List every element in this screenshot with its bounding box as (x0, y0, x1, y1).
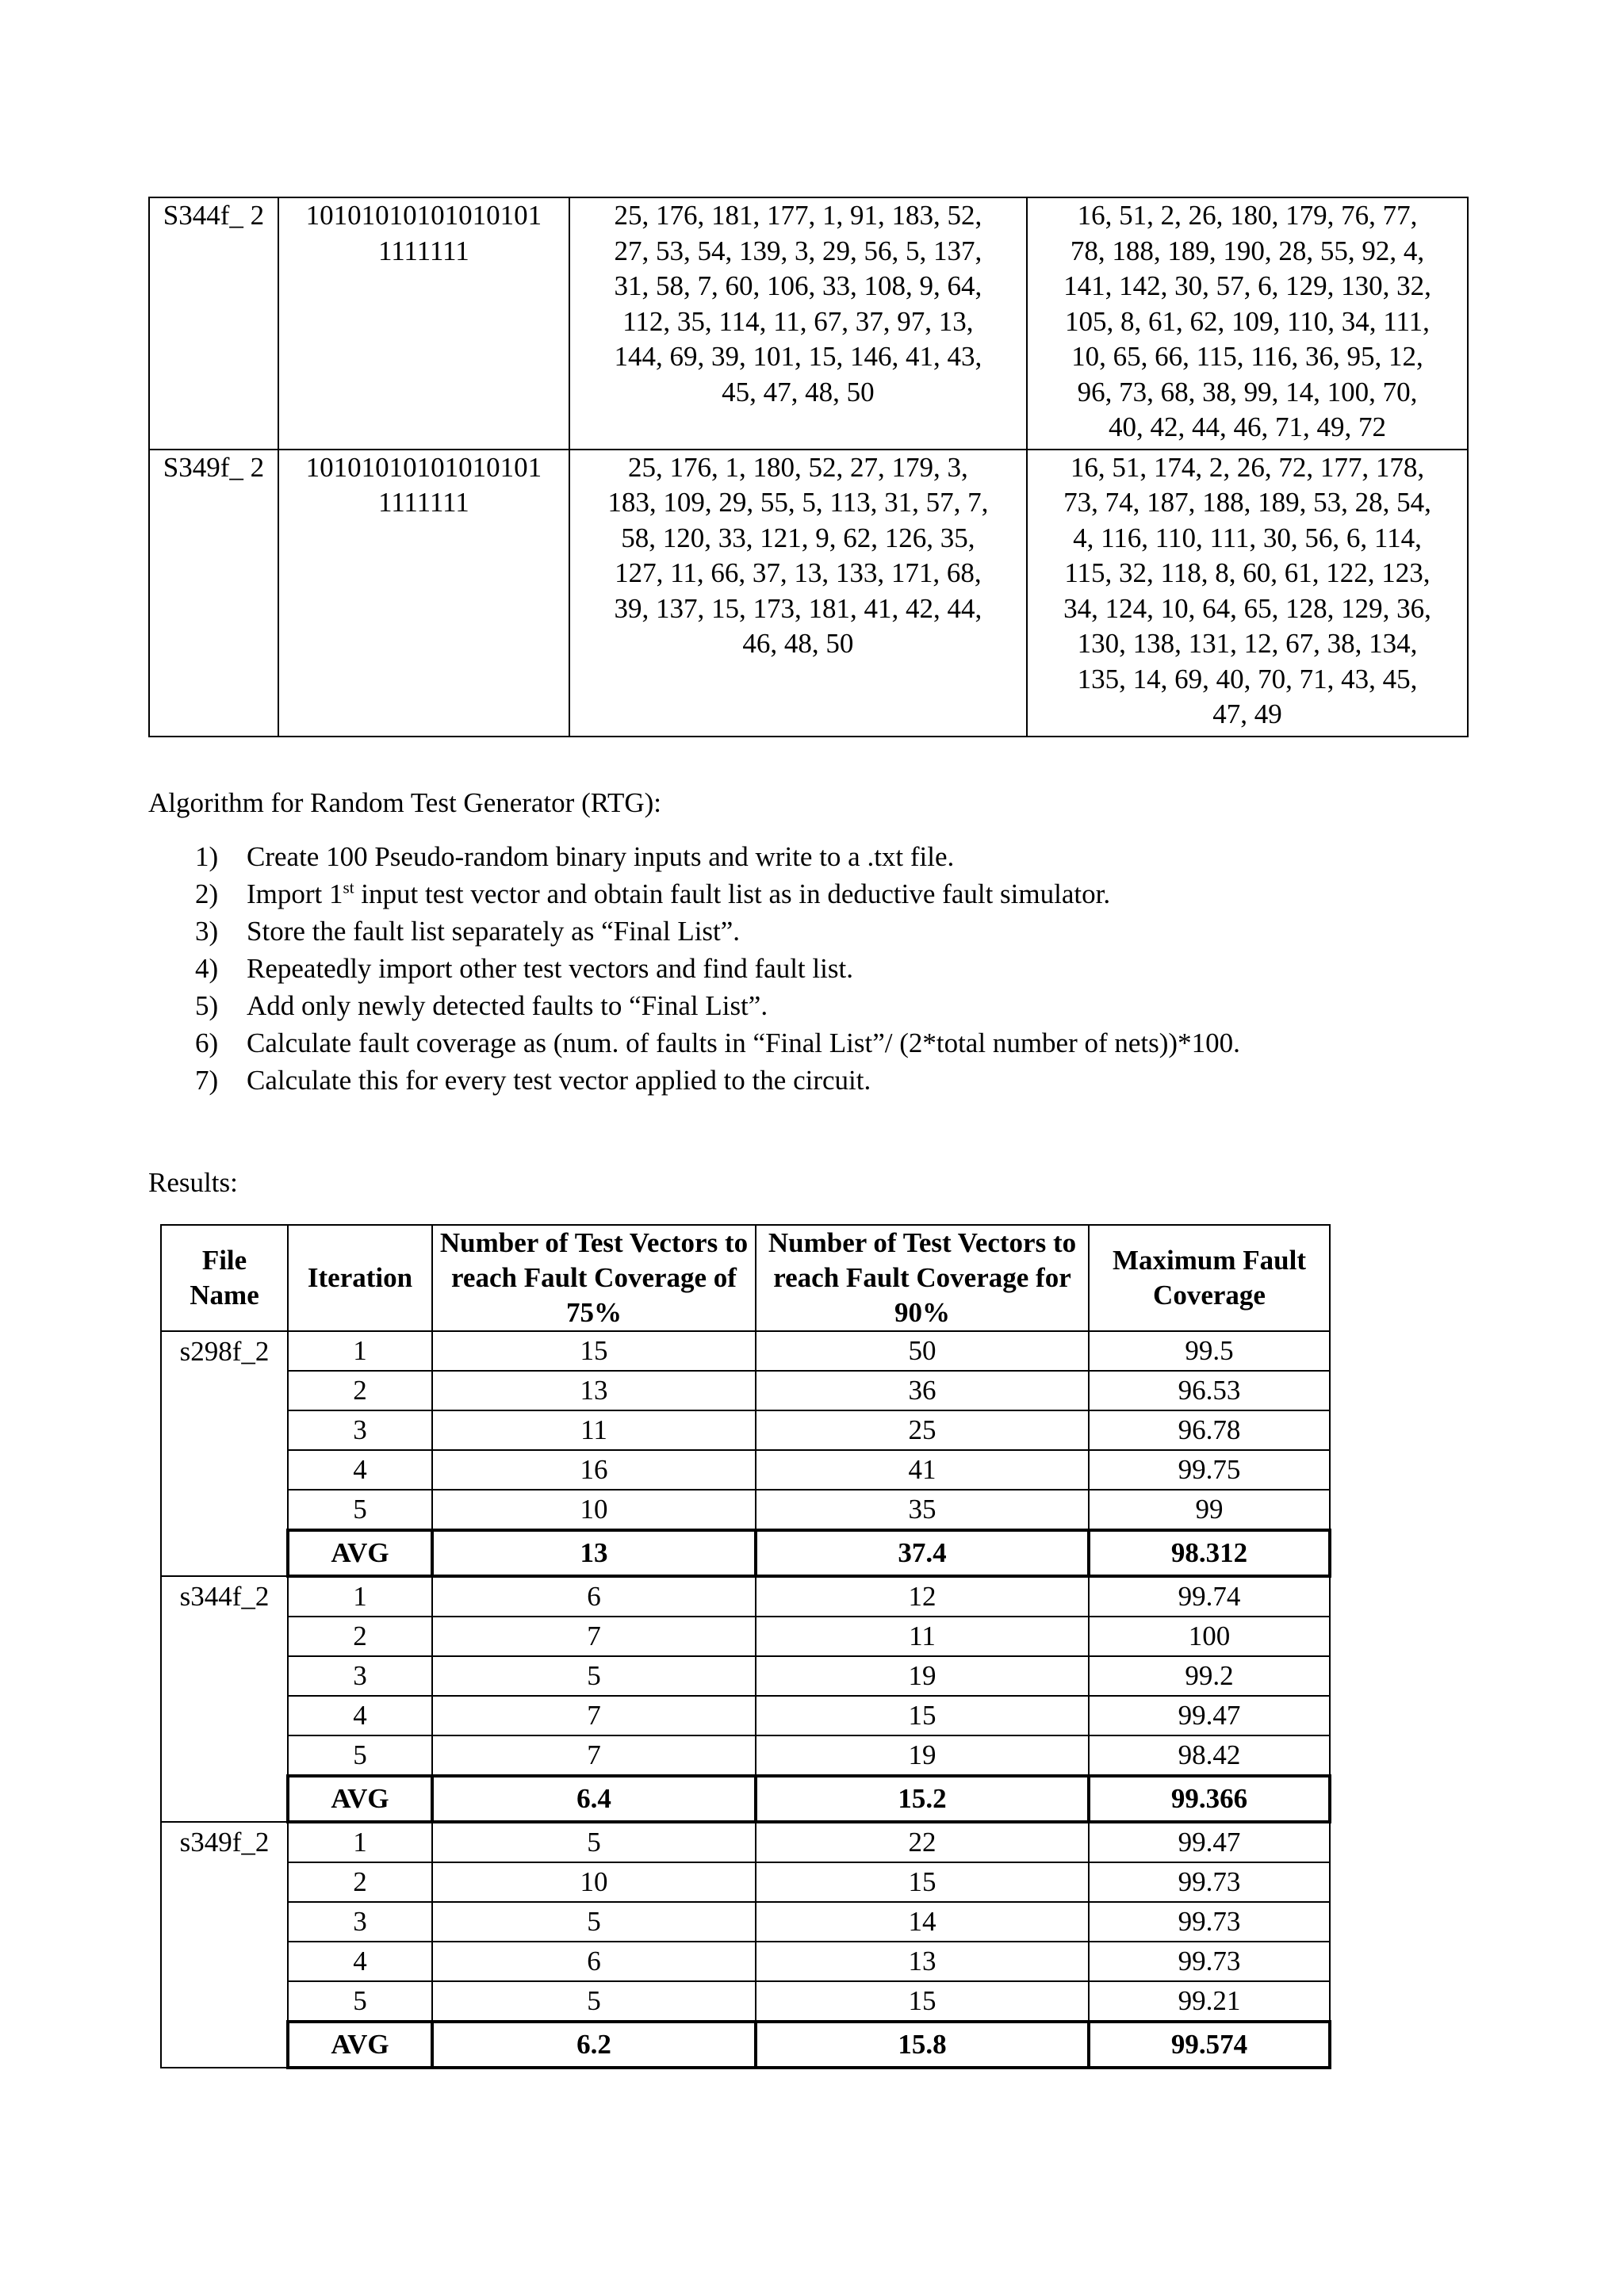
max-coverage-cell: 96.53 (1089, 1371, 1330, 1410)
file-name-cell (161, 1617, 288, 1656)
iteration-cell: 2 (288, 1862, 432, 1902)
test-vector: 10101010101010101 1111111 (278, 197, 569, 450)
table-row (161, 1576, 1330, 1617)
fault-list-a: 25, 176, 1, 180, 52, 27, 179, 3, 183, 109, 29, 55, 5, 113, 31, 57, 7, 58, 120, 33, 121, 9, 62, 126, 35, 127, 11, 66, 37, 13, 133, 171, 68, 39, 137, 15, 173, 181, 41, 42, 44, 46, 48, 50 (569, 450, 1027, 737)
vec75-cell: 6.4 (432, 1776, 756, 1822)
step-text: Store the fault list separately as “Final List”. (247, 916, 741, 947)
vec90-cell: 41 (756, 1450, 1089, 1490)
max-coverage-cell: 99.74 (1089, 1576, 1330, 1617)
max-coverage-cell: 100 (1089, 1617, 1330, 1656)
circuit-name: S344f_ 2 (149, 197, 278, 450)
vec75-cell: 6 (432, 1576, 756, 1617)
step-number: 6) (195, 1027, 219, 1058)
max-coverage-cell: 99.5 (1089, 1331, 1330, 1371)
vec90-cell: 35 (756, 1490, 1089, 1530)
results-table (160, 1224, 1331, 2069)
vec90-cell: 14 (756, 1902, 1089, 1942)
table-row (161, 1371, 1330, 1410)
table-row (161, 1862, 1330, 1902)
iteration-cell: 1 (288, 1576, 432, 1617)
vec75-cell: 6.2 (432, 2022, 756, 2068)
max-coverage-cell: 99.2 (1089, 1656, 1330, 1696)
step-number: 3) (195, 916, 219, 947)
max-coverage-cell: 99.366 (1089, 1776, 1330, 1822)
vec90-cell: 36 (756, 1371, 1089, 1410)
vec90-cell: 15 (756, 1862, 1089, 1902)
vec90-cell: 19 (756, 1735, 1089, 1776)
step-number: 4) (195, 953, 219, 984)
vec75-cell: 10 (432, 1490, 756, 1530)
table-row (161, 1981, 1330, 2022)
file-name-cell (161, 2022, 288, 2068)
max-coverage-cell: 99.73 (1089, 1862, 1330, 1902)
max-coverage-cell: 99.73 (1089, 1942, 1330, 1981)
table-row (161, 1696, 1330, 1735)
iteration-cell: 3 (288, 1902, 432, 1942)
step-number: 2) (195, 878, 219, 909)
header-max-coverage: Maximum Fault Coverage (1089, 1225, 1330, 1331)
table-row (149, 450, 1468, 737)
iteration-cell: 2 (288, 1617, 432, 1656)
iteration-cell: AVG (288, 2022, 432, 2068)
average-row (161, 1776, 1330, 1822)
iteration-cell: 3 (288, 1656, 432, 1696)
header-vectors-90: Number of Test Vectors to reach Fault Coverage for 90% (756, 1225, 1089, 1331)
table-row (161, 1331, 1330, 1371)
table-row (161, 1617, 1330, 1656)
vec75-cell: 7 (432, 1735, 756, 1776)
table-row (161, 1942, 1330, 1981)
vec90-cell: 12 (756, 1576, 1089, 1617)
vec90-cell: 15 (756, 1696, 1089, 1735)
file-name-cell (161, 1410, 288, 1450)
table-row (161, 1450, 1330, 1490)
step-text: Import 1st input test vector and obtain fault list as in deductive fault simulator. (247, 878, 1111, 909)
vec90-cell: 37.4 (756, 1530, 1089, 1576)
step-number: 7) (195, 1065, 219, 1096)
table-row (161, 1735, 1330, 1776)
max-coverage-cell: 96.78 (1089, 1410, 1330, 1450)
file-name-cell (161, 1735, 288, 1776)
vec75-cell: 11 (432, 1410, 756, 1450)
iteration-cell: 1 (288, 1822, 432, 1862)
header-row (161, 1225, 1330, 1331)
vec75-cell: 13 (432, 1530, 756, 1576)
average-row (161, 1530, 1330, 1576)
vec75-cell: 6 (432, 1942, 756, 1981)
circuit-name: S349f_ 2 (149, 450, 278, 737)
step-text: Calculate this for every test vector applied to the circuit. (247, 1065, 871, 1096)
table-row (161, 1822, 1330, 1862)
vec90-cell: 22 (756, 1822, 1089, 1862)
table-row (161, 1656, 1330, 1696)
file-name-cell (161, 1656, 288, 1696)
step-number: 5) (195, 990, 219, 1021)
iteration-cell: 2 (288, 1371, 432, 1410)
file-name-cell: s344f_2 (161, 1576, 288, 1617)
vec75-cell: 5 (432, 1822, 756, 1862)
max-coverage-cell: 99.73 (1089, 1902, 1330, 1942)
vec75-cell: 7 (432, 1696, 756, 1735)
iteration-cell: 1 (288, 1331, 432, 1371)
max-coverage-cell: 99.47 (1089, 1822, 1330, 1862)
file-name-cell (161, 1776, 288, 1822)
file-name-cell (161, 1862, 288, 1902)
file-name-cell: s349f_2 (161, 1822, 288, 1862)
vec90-cell: 13 (756, 1942, 1089, 1981)
file-name-cell (161, 1530, 288, 1576)
vec75-cell: 16 (432, 1450, 756, 1490)
test-vector: 10101010101010101 1111111 (278, 450, 569, 737)
fault-list-b: 16, 51, 2, 26, 180, 179, 76, 77, 78, 188, 189, 190, 28, 55, 92, 4, 141, 142, 30, 57, 6, 129, 130, 32, 105, 8, 61, 62, 109, 110, 34, 111, 10, 65, 66, 115, 116, 36, 95, 12, 96, 73, 68, 38, 99, 14, 100, 70, 40, 42, 44, 46, 71, 49, 72 (1027, 197, 1468, 450)
vec90-cell: 15 (756, 1981, 1089, 2022)
iteration-cell: 5 (288, 1490, 432, 1530)
vec90-cell: 19 (756, 1656, 1089, 1696)
iteration-cell: AVG (288, 1530, 432, 1576)
average-row (161, 2022, 1330, 2068)
file-name-cell (161, 1981, 288, 2022)
max-coverage-cell: 99 (1089, 1490, 1330, 1530)
fault-list-a: 25, 176, 181, 177, 1, 91, 183, 52, 27, 53, 54, 139, 3, 29, 56, 5, 137, 31, 58, 7, 60, 106, 33, 108, 9, 64, 112, 35, 114, 11, 67, 37, 97, 13, 144, 69, 39, 101, 15, 146, 41, 43, 45, 47, 48, 50 (569, 197, 1027, 450)
fault-list-b: 16, 51, 174, 2, 26, 72, 177, 178, 73, 74, 187, 188, 189, 53, 28, 54, 4, 116, 110, 111, 30, 56, 6, 114, 115, 32, 118, 8, 60, 61, 122, 123, 34, 124, 10, 64, 65, 128, 129, 36, 130, 138, 131, 12, 67, 38, 134, 135, 14, 69, 40, 70, 71, 43, 45, 47, 49 (1027, 450, 1468, 737)
vec90-cell: 11 (756, 1617, 1089, 1656)
vec90-cell: 15.8 (756, 2022, 1089, 2068)
vec75-cell: 5 (432, 1981, 756, 2022)
iteration-cell: AVG (288, 1776, 432, 1822)
header-vectors-75: Number of Test Vectors to reach Fault Coverage of 75% (432, 1225, 756, 1331)
header-file-name: File Name (161, 1225, 288, 1331)
vec90-cell: 25 (756, 1410, 1089, 1450)
header-iteration: Iteration (288, 1225, 432, 1331)
max-coverage-cell: 99.75 (1089, 1450, 1330, 1490)
vec75-cell: 5 (432, 1902, 756, 1942)
vec90-cell: 15.2 (756, 1776, 1089, 1822)
max-coverage-cell: 98.42 (1089, 1735, 1330, 1776)
step-text: Repeatedly import other test vectors and find fault list. (247, 953, 853, 984)
step-text: Calculate fault coverage as (num. of faults in “Final List”/ (2*total number of nets))*100. (247, 1027, 1240, 1058)
vec75-cell: 10 (432, 1862, 756, 1902)
vec90-cell: 50 (756, 1331, 1089, 1371)
file-name-cell (161, 1490, 288, 1530)
table-row (161, 1490, 1330, 1530)
file-name-cell (161, 1902, 288, 1942)
vec75-cell: 5 (432, 1656, 756, 1696)
max-coverage-cell: 99.574 (1089, 2022, 1330, 2068)
table-row (149, 197, 1468, 450)
iteration-cell: 3 (288, 1410, 432, 1450)
file-name-cell: s298f_2 (161, 1331, 288, 1371)
iteration-cell: 5 (288, 1981, 432, 2022)
algorithm-heading: Algorithm for Random Test Generator (RTG): (148, 787, 662, 818)
iteration-cell: 4 (288, 1450, 432, 1490)
iteration-cell: 4 (288, 1696, 432, 1735)
max-coverage-cell: 99.21 (1089, 1981, 1330, 2022)
vec75-cell: 13 (432, 1371, 756, 1410)
step-text: Add only newly detected faults to “Final List”. (247, 990, 768, 1021)
vec75-cell: 15 (432, 1331, 756, 1371)
vec75-cell: 7 (432, 1617, 756, 1656)
step-text: Create 100 Pseudo-random binary inputs and write to a .txt file. (247, 841, 955, 872)
table-row (161, 1410, 1330, 1450)
fault-list-table (148, 197, 1469, 737)
file-name-cell (161, 1696, 288, 1735)
max-coverage-cell: 98.312 (1089, 1530, 1330, 1576)
table-row (161, 1902, 1330, 1942)
results-heading: Results: (148, 1167, 238, 1198)
iteration-cell: 5 (288, 1735, 432, 1776)
max-coverage-cell: 99.47 (1089, 1696, 1330, 1735)
iteration-cell: 4 (288, 1942, 432, 1981)
step-number: 1) (195, 841, 219, 872)
file-name-cell (161, 1450, 288, 1490)
file-name-cell (161, 1942, 288, 1981)
file-name-cell (161, 1371, 288, 1410)
